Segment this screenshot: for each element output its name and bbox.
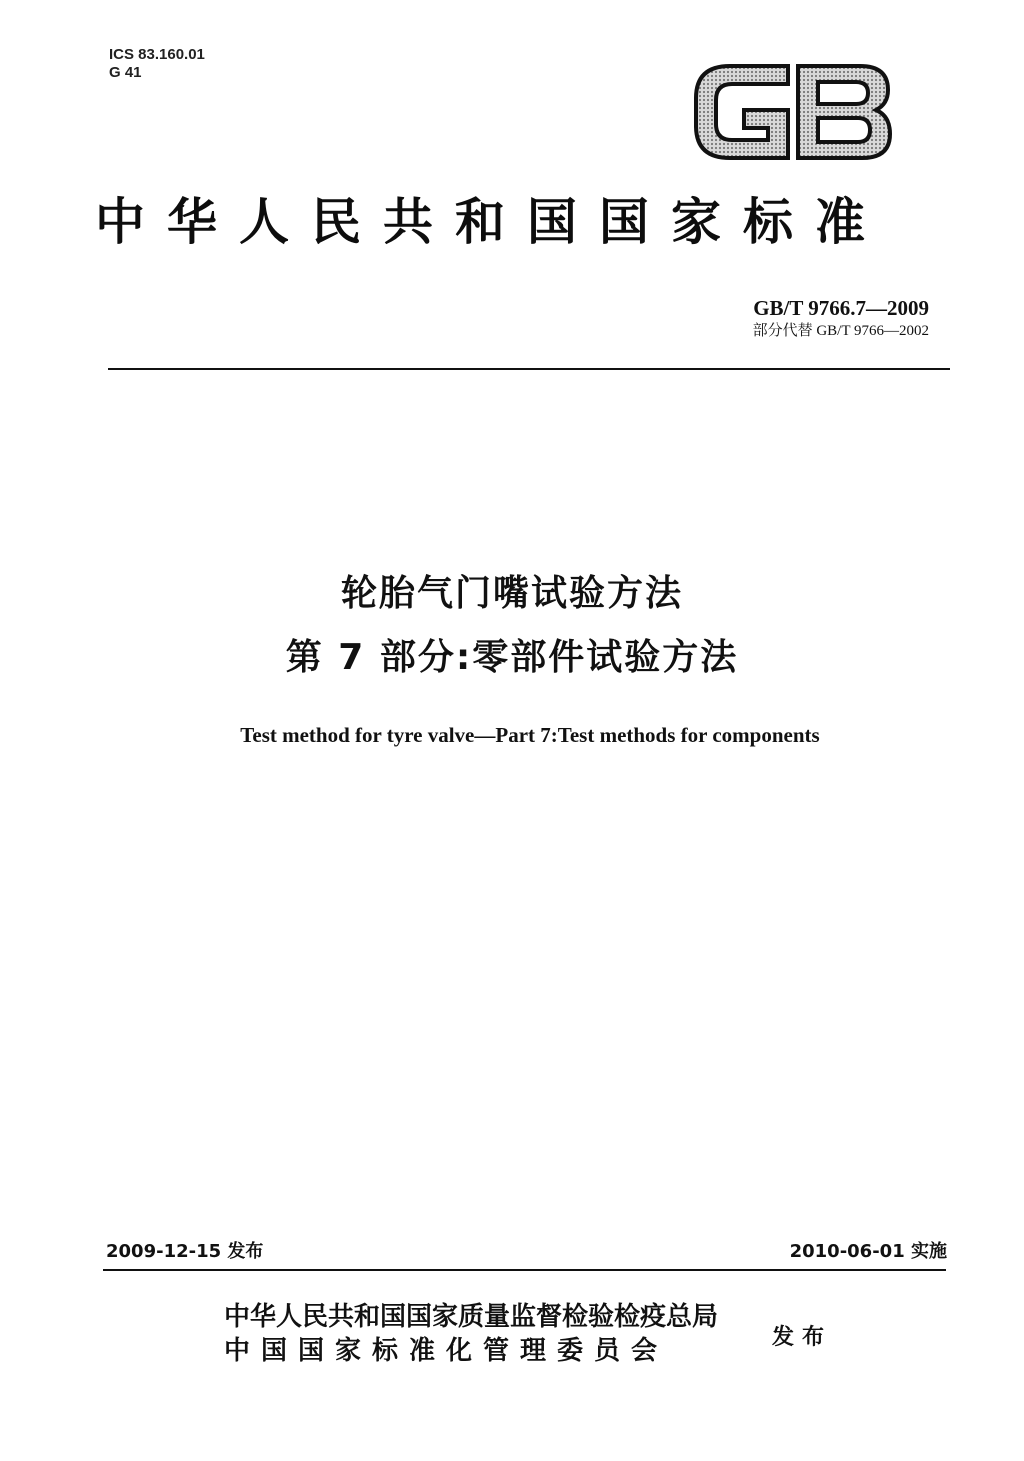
title-line-2: 第 7 部分:零部件试验方法: [285, 637, 739, 678]
bottom-divider: [103, 1269, 946, 1271]
gb-logo-graphic: [690, 58, 895, 166]
title-line-1: 轮胎气门嘴试验方法: [340, 573, 683, 614]
ccs-code: G 41: [109, 64, 142, 81]
ics-code: ICS 83.160.01: [109, 46, 205, 63]
replaces-note: 部分代替 GB/T 9766—2002: [752, 323, 929, 339]
implement-date: 2010-06-01 实施: [789, 1241, 947, 1262]
english-title: Test method for tyre valve—Part 7:Test methods for components: [240, 723, 820, 747]
issuer-sac: 中国国家标准化管理委员会: [224, 1336, 669, 1366]
classification-codes: [109, 46, 205, 82]
standard-number-block: [753, 296, 929, 341]
publish-label: 发布: [772, 1324, 833, 1350]
issuer-aqsiq: 中华人民共和国国家质量监督检验检疫总局: [224, 1302, 719, 1332]
top-divider: [108, 368, 950, 370]
gb-logo: [690, 58, 895, 166]
issuing-organizations: [224, 1300, 718, 1368]
standard-number: GB/T 9766.7—2009: [753, 296, 929, 320]
standard-category-title: 中华人民共和国国家标准: [95, 192, 887, 251]
issue-date: 2009-12-15 发布: [106, 1241, 264, 1262]
